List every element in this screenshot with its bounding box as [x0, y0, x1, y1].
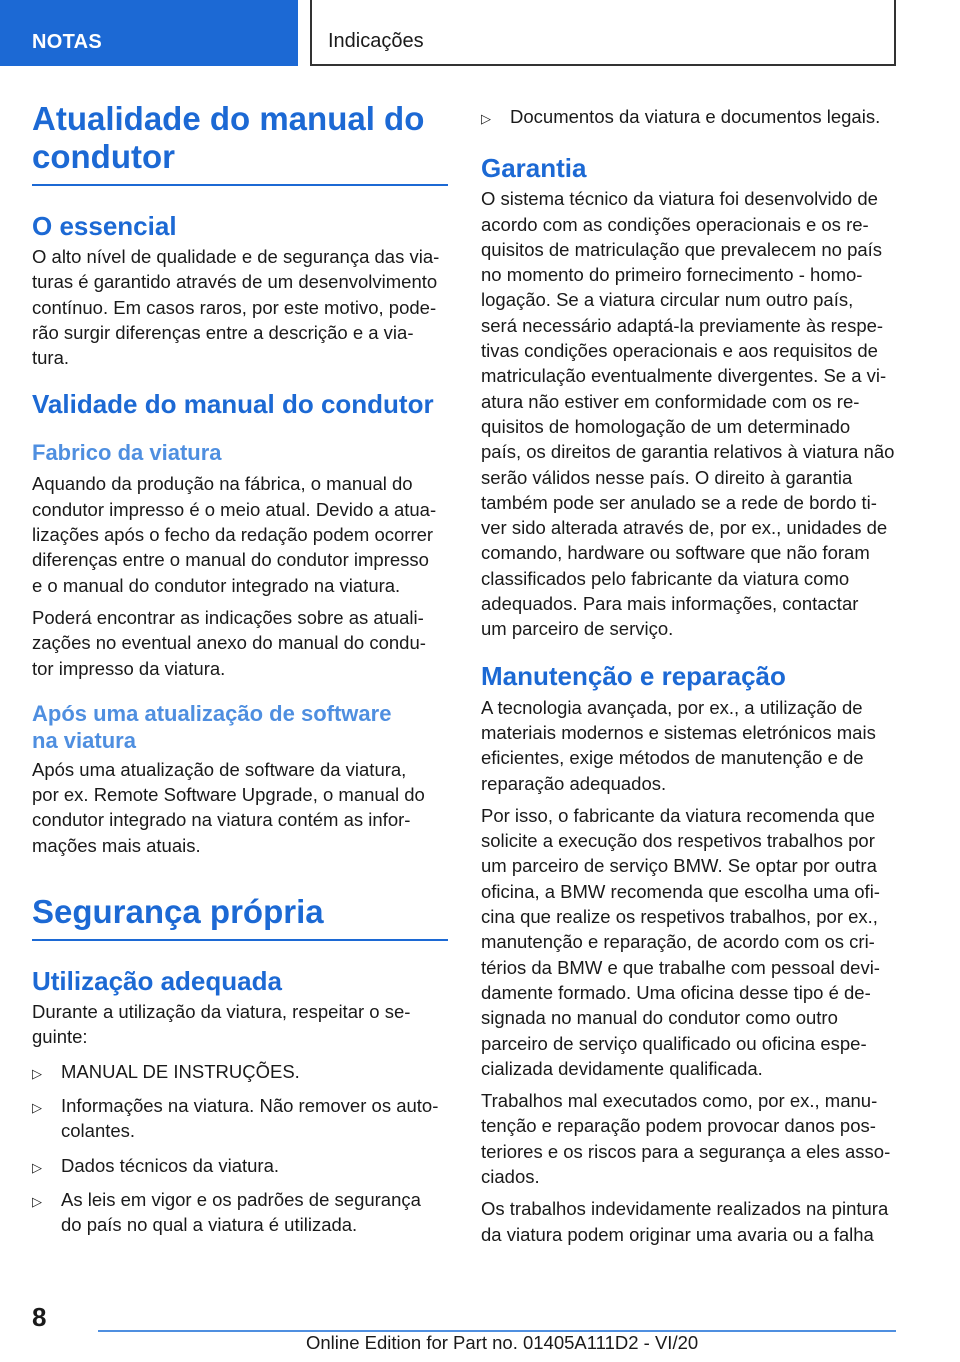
- paragraph-fabrico-2: Poderá encontrar as indicações sobre as atuali‐ zações no eventual anexo do manual do condu‐ tor impresso da viatura.: [32, 606, 426, 679]
- triangle-bullet-icon: ▷: [32, 1193, 42, 1209]
- heading-utilizacao: Utilização adequada: [32, 966, 282, 997]
- paragraph-garantia: O sistema técnico da viatura foi desenvolvido de acordo com as condições operacionais e os re‐ quisitos de matriculação que prevalecem no país no momento do primeiro fornecimento ‑ homo‐ logação. Se a viatura circular num outro país, será necessário adaptá-la previamente às respe‐ tivas condições operacionais e aos requisitos de matriculação eventualmente divergentes. Se a vi‐ atura não estiver em conformidade com os re‐ quisitos de homologação de um determinado país, os direitos de garantia relativos à viatura não serão válidos nesse país. O direito à garantia também pode ser anulado se a rede de bordo ti‐ ver sido alterada através de, por ex., unidades de comando, hardware ou software que não foram classificados pelo fabricante da viatura como adequados. Para mais informações, contactar um parceiro de serviço.: [481, 188, 895, 640]
- documents-bullet-list: [481, 104, 897, 129]
- triangle-bullet-icon: ▷: [32, 1099, 42, 1115]
- list-item: [32, 1093, 448, 1144]
- list-item-text: Dados técnicos da viatura.: [61, 1154, 280, 1176]
- list-item: [32, 1059, 448, 1084]
- right-column: [481, 104, 897, 1247]
- heading-rule: [32, 184, 448, 186]
- heading-manual-currency: Atualidade do manual do condutor: [32, 100, 425, 175]
- heading-essencial: O essencial: [32, 211, 177, 241]
- triangle-bullet-icon: ▷: [481, 111, 491, 126]
- list-item-text: MANUAL DE INSTRUÇÕES.: [61, 1060, 300, 1082]
- paragraph-manutencao-3: Trabalhos mal executados como, por ex., manu‐ tenção e reparação podem provocar danos pos‐ teriores e os riscos para a segurança a eles asso‐ ciados.: [481, 1090, 891, 1187]
- list-item: [32, 1153, 448, 1178]
- heading-fabrico: Fabrico da viatura: [32, 440, 222, 466]
- chapter-tab: NOTAS: [0, 0, 298, 66]
- page-number: 8: [32, 1302, 47, 1332]
- left-column: [32, 100, 448, 1237]
- heading-validade: Validade do manual do condutor: [32, 389, 434, 420]
- usage-bullet-list: [32, 1059, 448, 1238]
- heading-garantia: Garantia: [481, 153, 587, 184]
- edition-footer: Online Edition for Part no. 01405A111D2 - VI/20: [306, 1332, 699, 1353]
- heading-manutencao: Manutenção e reparação: [481, 660, 786, 691]
- section-tab: Indicações: [310, 0, 896, 66]
- paragraph-manutencao-4: Os trabalhos indevidamente realizados na pintura da viatura podem originar uma avaria ou a falha: [481, 1198, 889, 1245]
- triangle-bullet-icon: ▷: [32, 1065, 42, 1081]
- triangle-bullet-icon: ▷: [32, 1159, 42, 1175]
- paragraph-software: Após uma atualização de software da viatura, por ex. Remote Software Upgrade, o manual do condutor integrado na viatura contém as infor‐ mações mais atuais.: [32, 758, 425, 856]
- paragraph-utilizacao: Durante a utilização da viatura, respeitar o se‐ guinte:: [32, 1001, 411, 1048]
- paragraph-manutencao-1: A tecnologia avançada, por ex., a utilização de materiais modernos e sistemas eletrónicos mais eficientes, exige métodos de manutenção e de reparação adequados.: [481, 696, 876, 794]
- heading-rule: [32, 939, 448, 941]
- list-item: [481, 104, 897, 129]
- list-item-text: As leis em vigor e os padrões de segurança do país no qual a viatura é utilizada.: [61, 1188, 421, 1236]
- paragraph-fabrico-1: Aquando da produção na fábrica, o manual do condutor impresso é o meio atual. Devido a atua‐ lizações após o fecho da redação podem ocorrer diferenças entre o manual do condutor impresso e o manual do condutor integrado na viatura.: [32, 473, 437, 596]
- list-item-text: Informações na viatura. Não remover os auto‐ colantes.: [61, 1094, 439, 1142]
- list-item: [32, 1187, 448, 1238]
- heading-seguranca: Segurança própria: [32, 893, 324, 931]
- page-header: [0, 0, 960, 66]
- paragraph-manutencao-2: Por isso, o fabricante da viatura recomenda que solicite a execução dos respetivos trabalhos por um parceiro de serviço BMW. Se optar por outra oficina, a BMW recomenda que escolha uma ofi‐ cina que realize os respetivos trabalhos, por ex., manutenção e reparação, de acordo com os cri‐ térios da BMW e que trabalhe com pessoal devi‐ damente formado. Uma oficina desse tipo é de‐ signada no manual do condutor como outro parceiro de serviço qualificado ou oficina espe‐ cializada devidamente qualificada.: [481, 804, 880, 1079]
- list-item-text: Documentos da viatura e documentos legais.: [510, 106, 881, 127]
- paragraph-essencial: O alto nível de qualidade e de segurança das via‐ turas é garantido através de um desenvolvimento contínuo. Em casos raros, por este motivo, pode‐ rão surgir diferenças entre a descrição e a via‐ tura.: [32, 246, 440, 369]
- heading-software: Após uma atualização de software na viatura: [32, 700, 392, 753]
